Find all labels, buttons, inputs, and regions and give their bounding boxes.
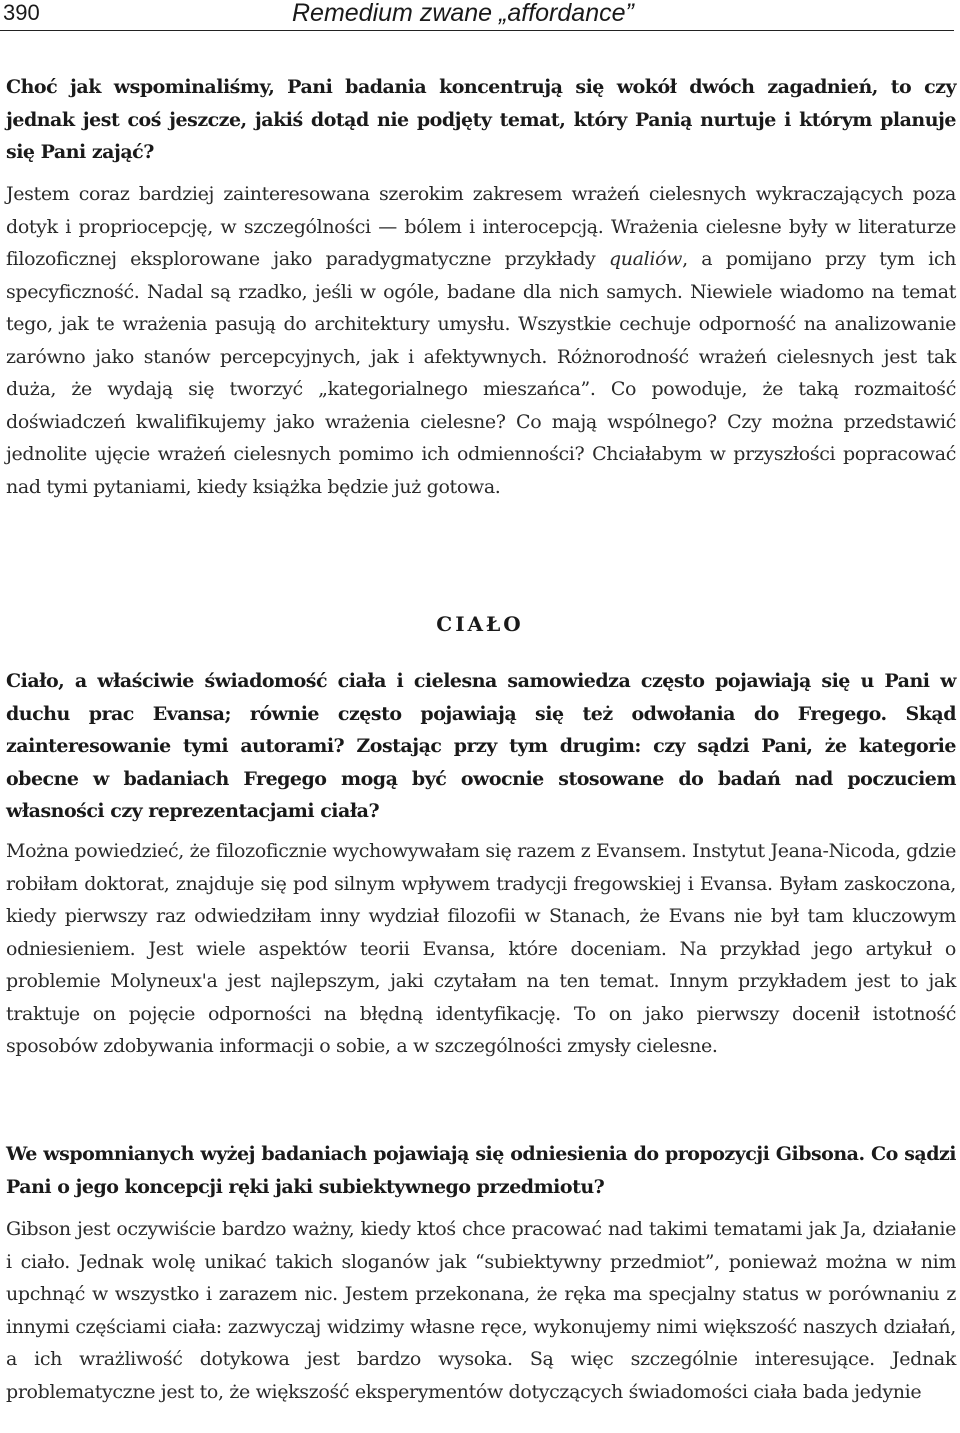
question-2: Ciało, a właściwie świadomość ciała i cielesna samowiedza często pojawiają się u Pani w duchu prac Evansa; równie często pojawiają się też odwołania do Fregego. Skąd zainteresowanie tymi autorami? Zostając przy tym drugim: czy sądzi Pani, że kategorie obecne w badaniach Fregego mogą być owocnie stosowane do badań nad poczuciem własności czy reprezentacjami ciała? [6,670,956,822]
section-title: CIAŁO [436,612,524,636]
answer-2: Można powiedzieć, że filozoficznie wychowywałam się razem z Evansem. Instytut Jeana-Nicoda, gdzie robiłam doktorat, znajduje się pod silnym wpływem tradycji fregowskiej i Evansa. Byłam zaskoczona, kiedy pierwszy raz odwiedziłam inny wydział filozofii w Stanach, że Evans nie był tam kluczowym odniesieniem. Jest wiele aspektów teorii Evansa, które doceniam. Na przykład jego artykuł o problemie Molyneux'a jest najlepszym, jaki czytałam na ten temat. Innym przykładem jest to jak traktuje on pojęcie odporności na błędną identyfikację. To on jako pierwszy docenił istotność sposobów zdobywania informacji o sobie, a w szczególności zmysły cielesne. [6,840,956,1057]
question-1: Choć jak wspominaliśmy, Pani badania koncentrują się wokół dwóch zagadnień, to czy jednak jest coś jeszcze, jakiś dotąd nie podjęty temat, który Panią nurtuje i którym planuje się Pani zająć? [6,76,956,163]
answer-1-part-1: Jestem coraz bardziej zainteresowana szerokim zakresem wrażeń cielesnych wykraczających poza dotyk i propriocepcję, w szczególności — bólem i interocepcją. Wrażenia cielesne były w literaturze filozoficznej eksplorowane jako paradygmatyczne przykłady [6,183,956,270]
page-number: 390 [3,0,40,25]
answer-3: Gibson jest oczywiście bardzo ważny, kiedy ktoś chce pracować nad takimi tematami jak Ja, działanie i ciało. Jednak wolę unikać takich sloganów jak “subiektywny przedmiot”, ponieważ można w nim upchnąć w wszystko i zarazem nic. Jestem przekonana, że ręka ma specjalny status w porównaniu z innymi częściami ciała: zazwyczaj widzimy własne ręce, wykonujemy nimi większość naszych działań, a ich wrażliwość dotykowa jest bardzo wysoka. Są więc szczególnie interesujące. Jednak problematyczne jest to, że większość eksperymentów dotyczących świadomości ciała bada jedynie [6,1218,956,1403]
answer-1-part-2: , a pomijano przy tym ich specyficzność. Nadal są rzadko, jeśli w ogóle, badane dla nich samych. Niewiele wiadomo na temat tego, jak te wrażenia pasują do architektury umysłu. Wszystkie cechuje odporność na analizowanie zarówno jako stanów percepcyjnych, jak i afektywnych. Różnorodność wrażeń cielesnych jest tak duża, że wydają się tworzyć „kategorialnego mieszańca”. Co powoduje, że taką rozmaitość doświadczeń kwalifikujemy jako wrażenia cielesne? Co mają wspólnego? Czy można przedstawić jednolite ujęcie wrażeń cielesnych pomimo ich odmienności? Chciałabym w przyszłości popracować nad tymi pytaniami, kiedy książka będzie już gotowa. [6,248,956,498]
running-title: Remedium zwane „affordance” [292,0,634,27]
answer-1 [6,178,956,503]
answer-1-emphasis: qualiów [608,248,683,270]
question-3: We wspomnianych wyżej badaniach pojawiają się odniesienia do propozycji Gibsona. Co sądzi Pani o jego koncepcji ręki jaki subiektywnego przedmiotu? [6,1143,956,1198]
running-header [0,0,954,31]
